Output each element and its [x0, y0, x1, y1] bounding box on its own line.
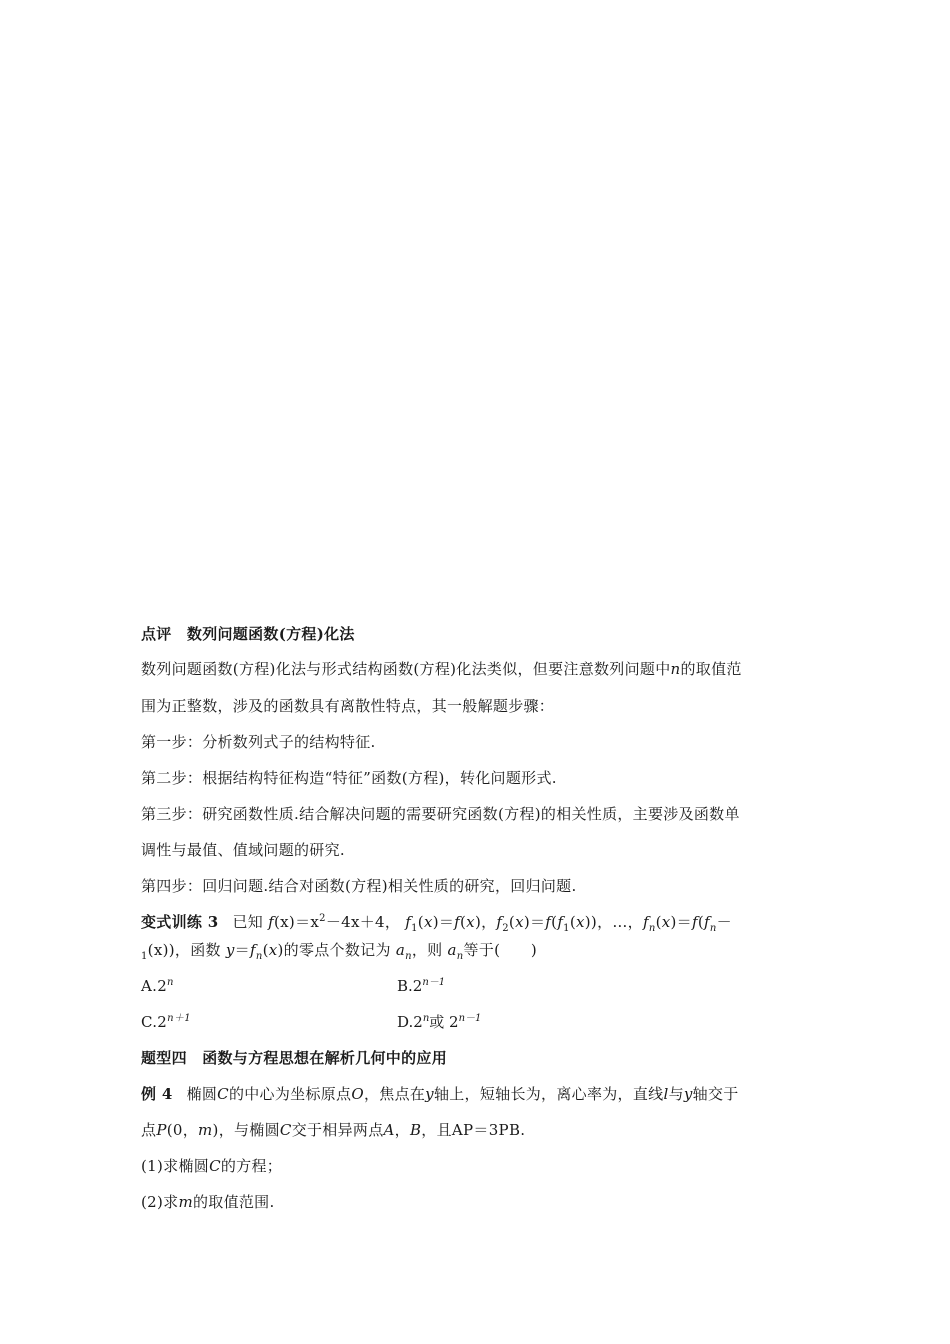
example-4-question-1: (1)求椭圆C的方程； — [141, 1157, 283, 1175]
example-4-question-2: (2)求m的取值范围. — [141, 1193, 275, 1211]
step-1: 第一步：分析数列式子的结构特征. — [141, 733, 376, 751]
step-4: 第四步：回归问题.结合对函数(方程)相关性质的研究，回归问题. — [141, 877, 577, 895]
option-a: A.2$^n$ — [141, 977, 174, 995]
comment-paragraph-line-1: 数列问题函数(方程)化法与形式结构函数(方程)化法类似，但要注意数列问题中n的取值范 — [141, 660, 742, 678]
step-3-line-2: 调性与最值、值域问题的研究. — [141, 841, 345, 859]
exercise-line-2: $_1$(x))，函数 $y=f_n(x)$的零点个数记为 $a_n$，则 $a_n$等于( ) — [141, 941, 538, 962]
step-3-line-1: 第三步：研究函数性质.结合解决问题的需要研究函数(方程)的相关性质，主要涉及函数单 — [141, 805, 740, 823]
option-c: $C.2^{n+1}$ — [141, 1013, 191, 1031]
example-4-line-1: 例 4 椭圆C的中心为坐标原点O，焦点在y轴上，短轴长为，离心率为，直线l与y轴交于 — [141, 1085, 739, 1103]
section-4-title: 题型四 函数与方程思想在解析几何中的应用 — [141, 1049, 448, 1067]
example-4-label: 例 4 — [141, 1085, 173, 1103]
comment-paragraph-line-2: 围为正整数，涉及的函数具有离散性特点，其一般解题步骤： — [141, 697, 555, 715]
option-b: $B.2^{n-1}$ — [397, 977, 446, 995]
step-2: 第二步：根据结构特征构造“特征”函数(方程)，转化问题形式. — [141, 769, 557, 787]
option-d: D.2$^n$或 $2^{n-1}$ — [397, 1013, 482, 1031]
comment-title: 点评 数列问题函数(方程)化法 — [141, 625, 355, 643]
example-4-line-2: 点P(0，m)，与椭圆C交于相异两点A，B，且AP＝3PB. — [141, 1121, 526, 1139]
exercise-line-1: 变式训练 3 已知 $f(x)=x^2-4x+4$， $f_1(x)=f(x)$，$f_2(x)=f(f_1(x))$，…，$f_n(x)=f(f_n-$ — [141, 913, 732, 934]
exercise-label: 变式训练 3 — [141, 913, 219, 931]
